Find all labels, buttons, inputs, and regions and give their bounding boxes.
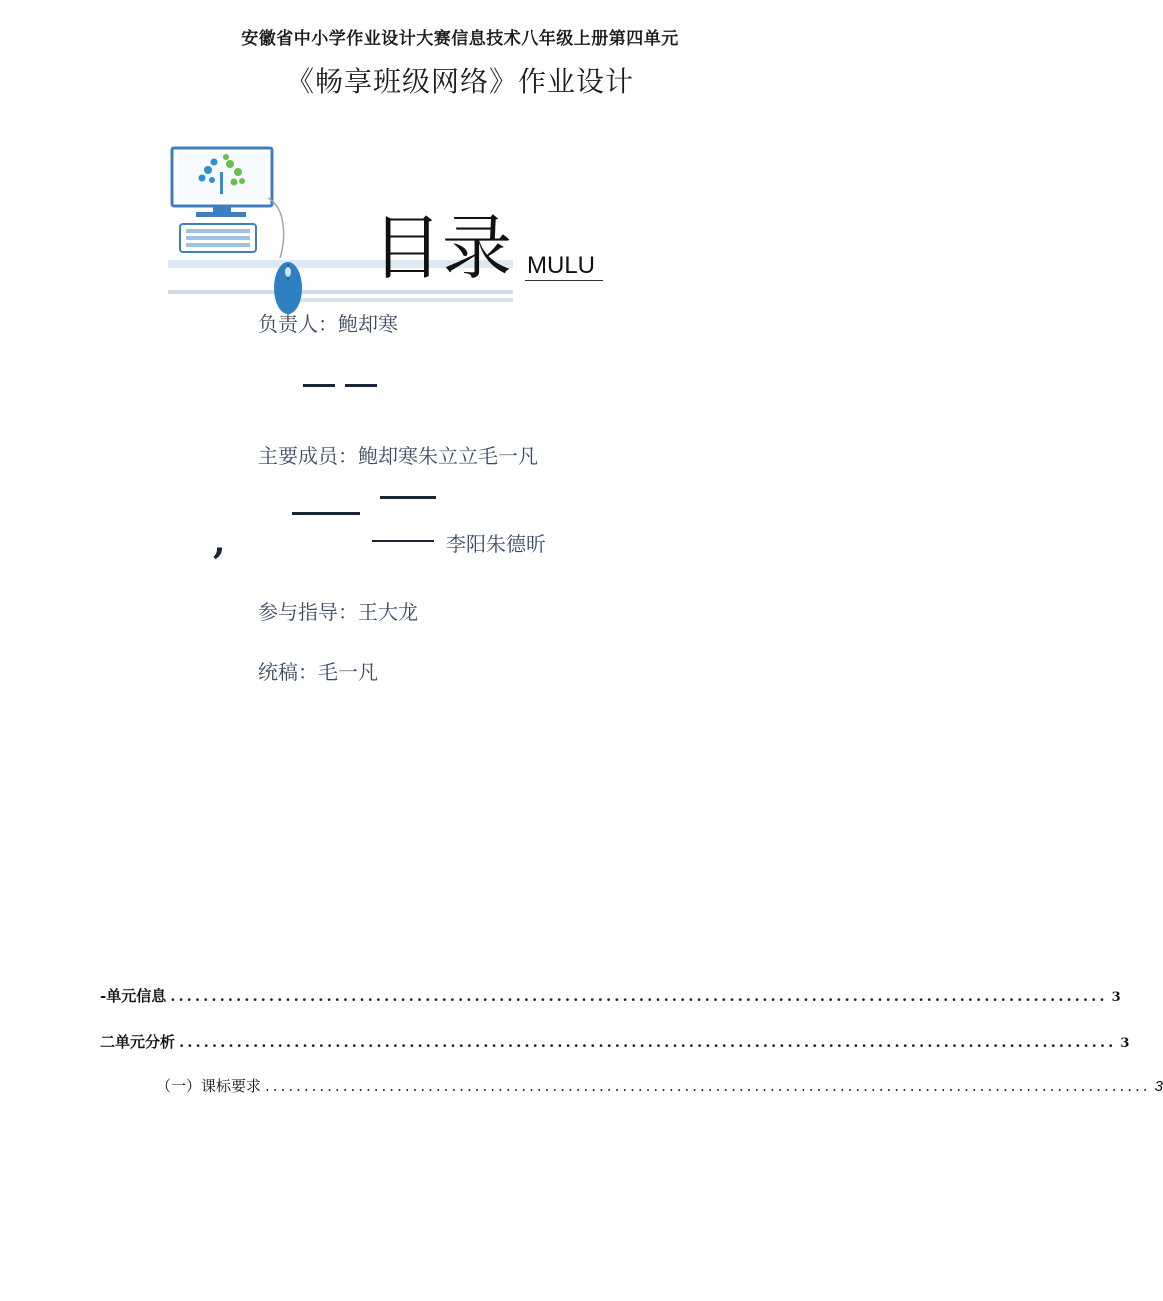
credit-leader: 负责人：鲍却寒 — [258, 312, 398, 336]
credit-editor: 统稿：毛一凡 — [258, 660, 378, 684]
toc-heading: 目录 — [372, 207, 512, 289]
mouse-icon — [274, 262, 302, 314]
toc-heading-pinyin: MULU — [525, 252, 603, 281]
decorative-dash — [345, 384, 377, 387]
toc-entry-page: 3 — [1154, 1078, 1163, 1095]
keyboard-icon — [180, 224, 256, 252]
document-title: 《畅享班级网络》作业设计 — [285, 65, 634, 98]
toc-entry-label: -单元信息 — [100, 987, 167, 1005]
toc-leader-dots: .................................................................................................................. — [179, 1033, 1117, 1051]
toc-entry[interactable] — [156, 1075, 1163, 1096]
decorative-comma: , — [213, 520, 226, 562]
toc-entry-label: （一）课标要求 — [156, 1077, 262, 1095]
toc-entry[interactable] — [100, 1031, 1130, 1052]
toc-leader-dots: .................................................................................................................. — [170, 987, 1108, 1005]
toc-leader-dots: .................................................................................................................. — [265, 1077, 1151, 1095]
decorative-dash — [303, 384, 335, 387]
header-subtitle: 安徽省中小学作业设计大赛信息技术八年级上册第四单元 — [241, 29, 679, 49]
credit-members: 主要成员：鲍却寒朱立立毛一凡 — [258, 444, 538, 468]
credit-members-continued: 李阳朱德昕 — [446, 532, 546, 556]
toc-entry-label: 二单元分析 — [100, 1033, 176, 1051]
credit-guide: 参与指导：王大龙 — [258, 600, 418, 624]
decorative-dash — [372, 540, 434, 542]
decorative-dash — [380, 496, 436, 499]
toc-entry-page: 3 — [1120, 1036, 1130, 1051]
toc-entry-page: 3 — [1111, 990, 1121, 1005]
toc-entry[interactable] — [100, 985, 1121, 1006]
decorative-dash — [292, 512, 360, 515]
